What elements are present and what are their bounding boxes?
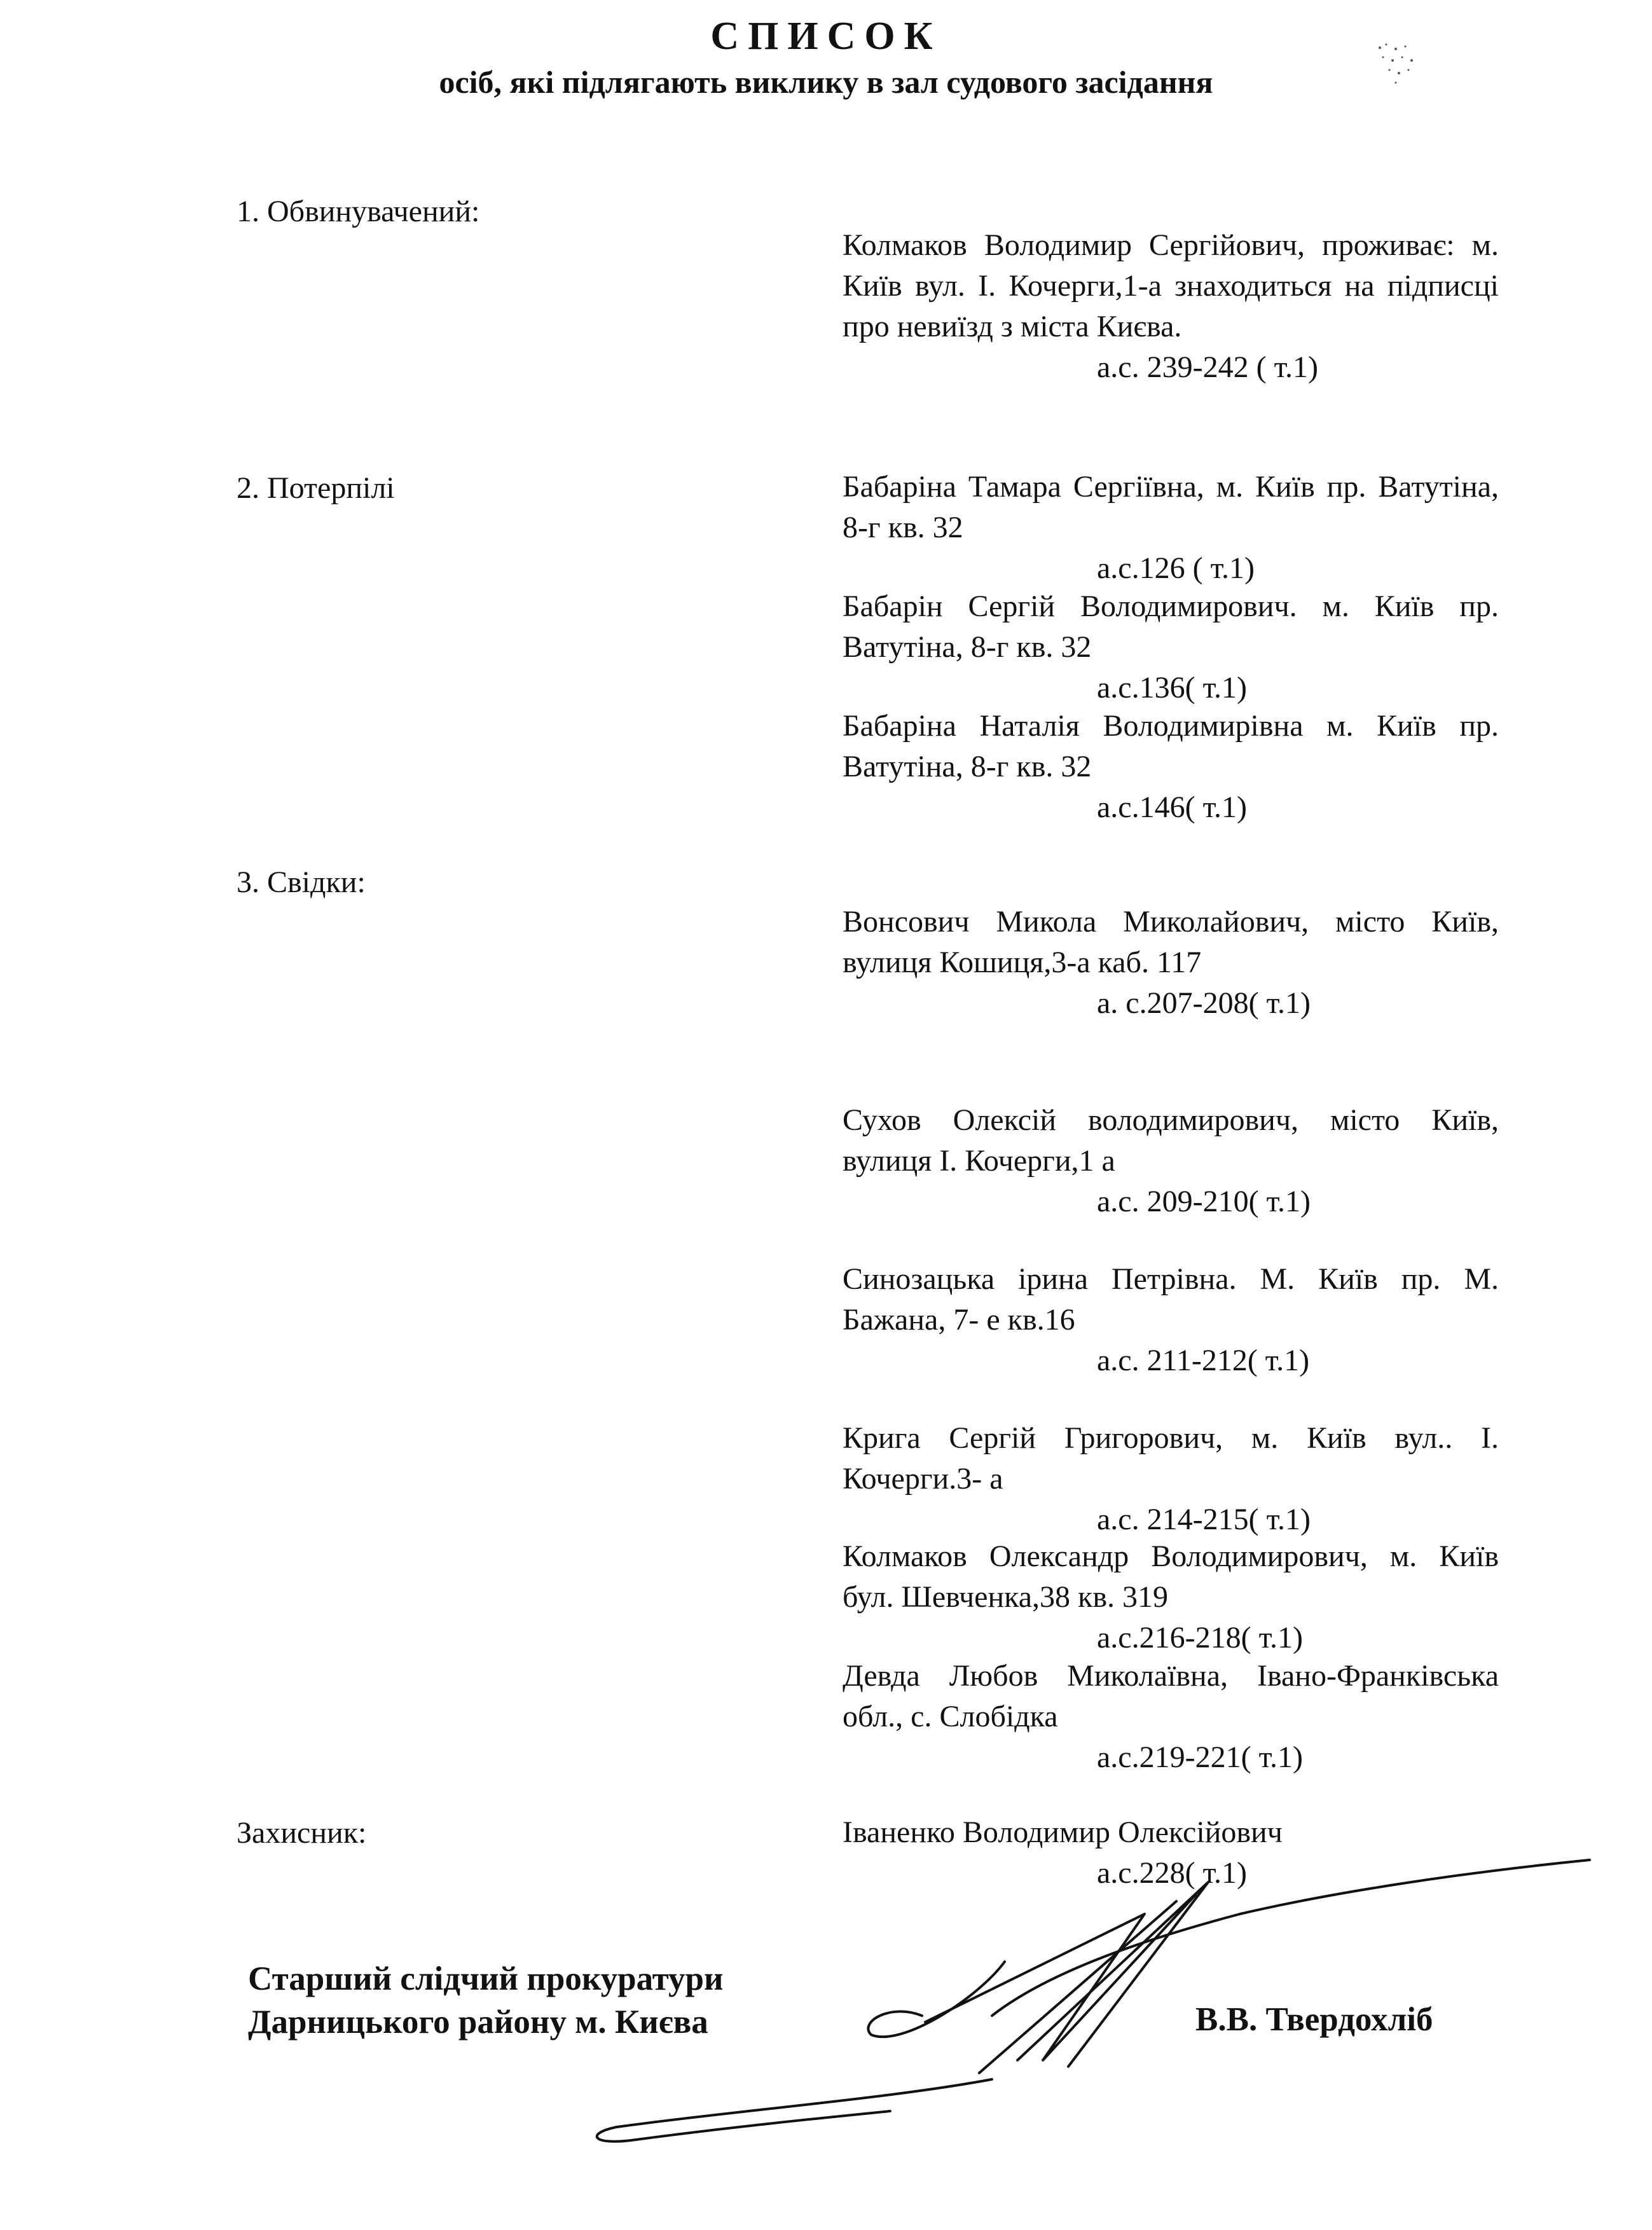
person-entry-text: Вонсович Микола Миколайович, місто Київ, вулиця Кошиця,3-а каб. 117 (843, 905, 1499, 979)
person-entry-text: Крига Сергій Григорович, м. Київ вул.. І. Кочерги.3- а (843, 1421, 1499, 1496)
section-label-witnesses: 3. Свідки: (237, 865, 366, 899)
signatory-position-line1: Старший слідчий прокуратури (248, 1960, 724, 1997)
person-entry-witness (843, 902, 1499, 1024)
person-entry-victim (843, 706, 1499, 828)
document-subtitle: осіб, які підлягають виклику в зал судового засідання (439, 64, 1213, 100)
person-entry-witness (843, 1656, 1499, 1778)
signatory-position (248, 1957, 724, 2044)
document-title: СПИСОК (710, 15, 942, 58)
signatory-position-line2: Дарницького району м. Києва (248, 2004, 708, 2041)
case-file-reference: а.с.146( т.1) (1097, 790, 1247, 824)
person-entry-text: Бабарін Сергій Володимирович. м. Київ пр. Ватутіна, 8-г кв. 32 (843, 589, 1499, 664)
person-entry-defender (843, 1812, 1499, 1894)
person-entry-accused (843, 225, 1499, 388)
person-entry-text: Синозацька ірина Петрівна. М. Київ пр. М. Бажана, 7- е кв.16 (843, 1262, 1499, 1337)
case-file-reference: а.с.216-218( т.1) (1097, 1621, 1303, 1655)
person-entry-victim (843, 467, 1499, 589)
case-file-reference: а.с. 209-210( т.1) (1097, 1185, 1311, 1218)
person-entry-witness (843, 1100, 1499, 1222)
case-file-reference: а.с.126 ( т.1) (1097, 551, 1255, 585)
person-entry-witness (843, 1536, 1499, 1658)
person-entry-victim (843, 586, 1499, 708)
person-entry-text: Колмаков Олександр Володимирович, м. Київ бул. Шевченка,38 кв. 319 (843, 1539, 1499, 1614)
person-entry-text: Бабаріна Тамара Сергіївна, м. Київ пр. Ватутіна, 8-г кв. 32 (843, 470, 1499, 544)
case-file-reference: а.с.136( т.1) (1097, 671, 1247, 705)
corner-stamp-mark (1367, 35, 1424, 92)
person-entry-text: Сухов Олексій володимирович, місто Київ, вулиця І. Кочерги,1 а (843, 1103, 1499, 1178)
person-entry-witness (843, 1259, 1499, 1381)
signatory-name: В.В. Твердохліб (1195, 2001, 1433, 2038)
section-label-accused: 1. Обвинувачений: (237, 195, 480, 228)
section-label-defender: Захисник: (237, 1816, 367, 1850)
case-file-reference: а.с.228( т.1) (1097, 1856, 1247, 1890)
section-label-victims: 2. Потерпілі (237, 471, 395, 505)
case-file-reference: а. с.207-208( т.1) (1097, 986, 1311, 1020)
case-file-reference: а.с. 211-212( т.1) (1097, 1344, 1310, 1377)
person-entry-text: Бабаріна Наталія Володимирівна м. Київ пр. Ватутіна, 8-г кв. 32 (843, 709, 1499, 783)
person-entry-witness (843, 1418, 1499, 1540)
person-entry-text: Девда Любов Миколаївна, Івано-Франківська обл., с. Слобідка (843, 1659, 1499, 1733)
person-entry-text: Іваненко Володимир Олексійович (843, 1815, 1283, 1849)
person-entry-text: Колмаков Володимир Сергійович, проживає: м. Київ вул. І. Кочерги,1-а знаходиться на підписці про невиїзд з міста Києва. (843, 228, 1499, 343)
case-file-reference: а.с.219-221( т.1) (1097, 1740, 1303, 1774)
case-file-reference: а.с. 239-242 ( т.1) (1097, 350, 1318, 384)
case-file-reference: а.с. 214-215( т.1) (1097, 1503, 1311, 1536)
